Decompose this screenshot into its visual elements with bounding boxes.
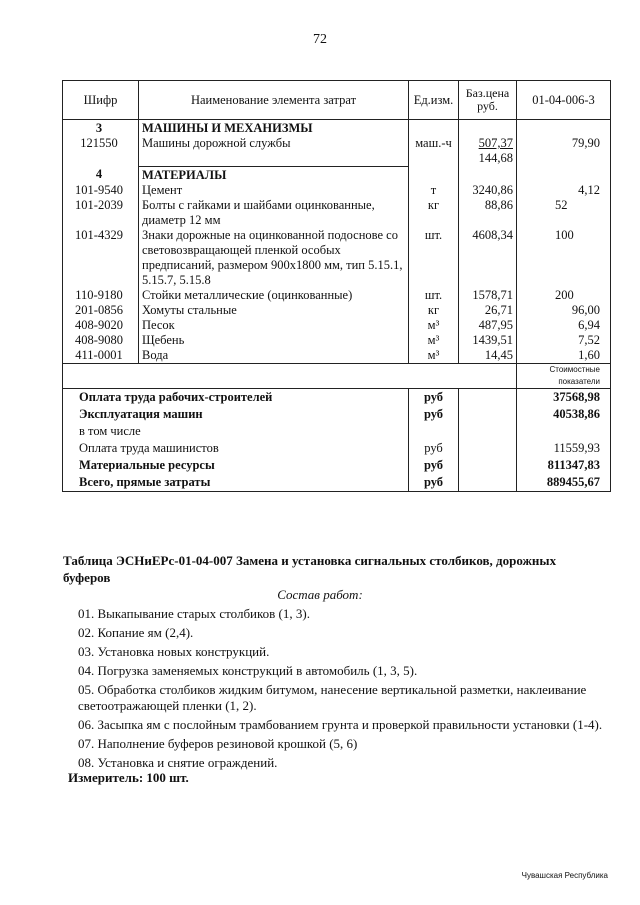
row-value: 96,00 — [517, 303, 611, 318]
section-header-machines — [63, 120, 611, 137]
section-number: 4 — [63, 166, 139, 183]
row-unit: т — [409, 183, 459, 198]
table-row — [63, 198, 611, 228]
row-code: 101-9540 — [63, 183, 139, 198]
row-code: 101-4329 — [63, 228, 139, 288]
summary-row — [63, 406, 611, 423]
row-value: 7,52 — [517, 333, 611, 348]
row-code: 408-9080 — [63, 333, 139, 348]
row-code: 101-2039 — [63, 198, 139, 228]
row-name: Вода — [139, 348, 409, 364]
footer-region: Чувашская Республика — [521, 871, 608, 880]
page-number: 72 — [313, 32, 327, 47]
measure-unit: Измеритель: 100 шт. — [68, 770, 189, 785]
table-row — [63, 228, 611, 288]
summary-row — [63, 440, 611, 457]
section-title: МАШИНЫ И МЕХАНИЗМЫ — [139, 120, 409, 137]
row-code: 408-9020 — [63, 318, 139, 333]
table-row — [63, 333, 611, 348]
row-value: 4,12 — [517, 183, 611, 198]
row-price: 4608,34 — [459, 228, 517, 288]
section-title: МАТЕРИАЛЫ — [139, 166, 409, 183]
row-code: 121550 — [63, 136, 139, 166]
row-price-secondary: 144,68 — [478, 151, 513, 165]
row-unit: м³ — [409, 348, 459, 364]
row-price: 88,86 — [459, 198, 517, 228]
summary-unit: руб — [409, 474, 459, 492]
header-name: Наименование элемента затрат — [139, 81, 409, 120]
row-price: 1439,51 — [459, 333, 517, 348]
row-value: 52 — [517, 198, 611, 228]
row-price — [459, 136, 517, 166]
list-item: 04. Погрузка заменяемых конструкций в автомобиль (1, 3, 5). — [78, 663, 418, 678]
row-price: 3240,86 — [459, 183, 517, 198]
list-item: 02. Копание ям (2,4). — [78, 625, 194, 640]
row-price: 26,71 — [459, 303, 517, 318]
row-unit: кг — [409, 303, 459, 318]
row-unit: кг — [409, 198, 459, 228]
header-norm-code: 01-04-006-3 — [517, 81, 611, 120]
row-name: Стойки металлические (оцинкованные) — [139, 288, 409, 303]
summary-unit: руб — [409, 406, 459, 423]
row-name: Машины дорожной службы — [139, 136, 409, 166]
row-unit: м³ — [409, 333, 459, 348]
header-unit: Ед.изм. — [409, 81, 459, 120]
row-name: Песок — [139, 318, 409, 333]
summary-row — [63, 457, 611, 474]
summary-unit: руб — [409, 440, 459, 457]
summary-label: Оплата труда рабочих-строителей — [63, 388, 409, 406]
summary-label: Материальные ресурсы — [63, 457, 409, 474]
summary-unit: руб — [409, 457, 459, 474]
summary-label: Эксплуатация машин — [63, 406, 409, 423]
summary-value: 889455,67 — [517, 474, 611, 492]
row-price: 487,95 — [459, 318, 517, 333]
summary-label: Оплата труда машинистов — [63, 440, 409, 457]
table-row — [63, 303, 611, 318]
row-code: 110-9180 — [63, 288, 139, 303]
section-number: 3 — [63, 120, 139, 137]
row-price: 14,45 — [459, 348, 517, 364]
row-code: 201-0856 — [63, 303, 139, 318]
table-row — [63, 318, 611, 333]
section-header-materials — [63, 166, 611, 183]
row-name: Знаки дорожные на оцинкованной подоснове со световозвращающей пленкой особых предписаний, размером 900x1800 мм, тип 5.15.1, 5.15.7, 5.15.8 — [139, 228, 409, 288]
row-value: 1,60 — [517, 348, 611, 364]
row-name: Болты с гайками и шайбами оцинкованные, диаметр 12 мм — [139, 198, 409, 228]
row-value: 6,94 — [517, 318, 611, 333]
row-unit: шт. — [409, 228, 459, 288]
summary-value: 11559,93 — [517, 440, 611, 457]
list-item: 05. Обработка столбиков жидким битумом, нанесение вертикальной разметки, наклеивание светоотражающей пленки (1, 2). — [78, 682, 587, 713]
table-row — [63, 348, 611, 364]
next-table-title: Таблица ЭСНиЕРс-01-04-007 Замена и установка сигнальных столбиков, дорожных буферов — [63, 553, 557, 585]
works-heading: Состав работ: — [277, 587, 363, 602]
row-unit: м³ — [409, 318, 459, 333]
cost-indicators-caption-row — [63, 363, 611, 388]
summary-unit: руб — [409, 388, 459, 406]
row-value: 100 — [517, 228, 611, 288]
table-row — [63, 183, 611, 198]
row-unit: шт. — [409, 288, 459, 303]
summary-row — [63, 423, 611, 440]
table-header-row — [63, 81, 611, 120]
works-list — [78, 606, 608, 774]
estimate-table — [62, 80, 611, 492]
row-unit: маш.-ч — [409, 136, 459, 166]
summary-label: Всего, прямые затраты — [63, 474, 409, 492]
row-price-primary: 507,37 — [478, 136, 513, 150]
row-value: 200 — [517, 288, 611, 303]
list-item: 07. Наполнение буферов резиновой крошкой (5, 6) — [78, 736, 358, 751]
list-item: 06. Засыпка ям с послойным трамбованием грунта и проверкой правильности установки (1-4). — [78, 717, 603, 732]
summary-value: 40538,86 — [517, 406, 611, 423]
summary-row — [63, 474, 611, 492]
row-name: Цемент — [139, 183, 409, 198]
summary-label: в том числе — [63, 423, 409, 440]
summary-value: 811347,83 — [517, 457, 611, 474]
list-item: 08. Установка и снятие ограждений. — [78, 755, 278, 770]
table-row — [63, 288, 611, 303]
list-item: 03. Установка новых конструкций. — [78, 644, 270, 659]
row-name: Хомуты стальные — [139, 303, 409, 318]
header-base-price: Баз.цена руб. — [459, 81, 517, 120]
summary-value: 37568,98 — [517, 388, 611, 406]
header-code: Шифр — [63, 81, 139, 120]
summary-row — [63, 388, 611, 406]
row-value: 79,90 — [517, 136, 611, 166]
cost-indicators-caption: Стоимостные показатели — [517, 363, 611, 388]
list-item: 01. Выкапывание старых столбиков (1, 3). — [78, 606, 310, 621]
row-price: 1578,71 — [459, 288, 517, 303]
row-name: Щебень — [139, 333, 409, 348]
row-code: 411-0001 — [63, 348, 139, 364]
table-row — [63, 136, 611, 166]
